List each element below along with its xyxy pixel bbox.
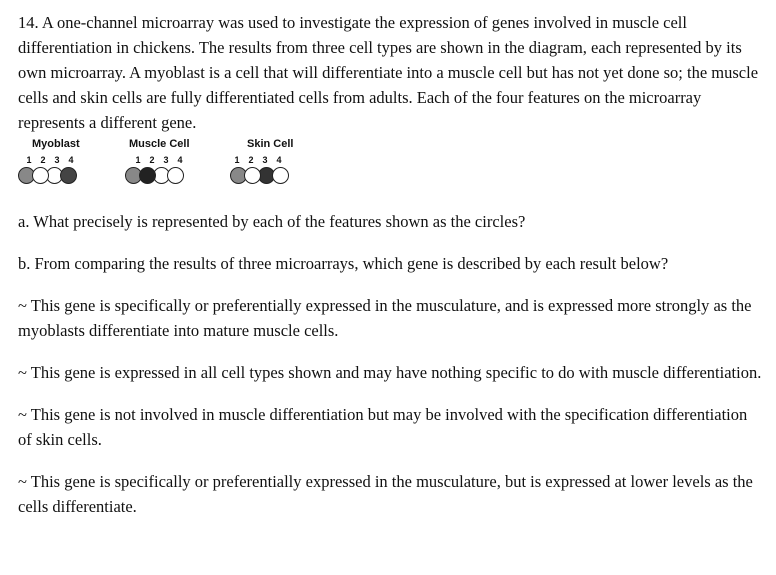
microarray-spot-gene-2 [32,167,49,184]
result-description: ~ This gene is expressed in all cell types shown and may have nothing specific to do with muscle differentiation. [18,363,762,382]
result-description: ~ This gene is not involved in muscle differentiation but may be involved with the specification differentiation of skin cells. [18,405,748,449]
microarray-spot-gene-4 [272,167,289,184]
feature-number: 1 [135,155,141,165]
microarray-spot-gene-4 [167,167,184,184]
array-label: Skin Cell [247,138,294,150]
feature-number: 4 [177,155,183,165]
microarray-spot-gene-4 [60,167,77,184]
feature-number: 3 [262,155,268,165]
array-feature-numbers [230,155,286,165]
array-feature-numbers [131,155,187,165]
feature-number: 2 [248,155,254,165]
feature-number: 4 [68,155,74,165]
question-part-a: a. What precisely is represented by each of the features shown as the circles? [18,212,526,231]
feature-number: 1 [234,155,240,165]
feature-number: 4 [276,155,282,165]
feature-number: 3 [54,155,60,165]
microarray-figure [18,138,348,190]
question-page [18,10,763,519]
result-description: ~ This gene is specifically or preferentially expressed in the musculature, but is expressed at lower levels as the cells differentiate. [18,472,753,516]
result-description: ~ This gene is specifically or preferentially expressed in the musculature, and is expressed more strongly as the myoblasts differentiate into mature muscle cells. [18,296,752,340]
array-feature-numbers [22,155,78,165]
feature-number: 1 [26,155,32,165]
array-label: Myoblast [32,138,80,150]
array-label: Muscle Cell [129,138,190,150]
microarray-spot-gene-2 [244,167,261,184]
microarray-spot-gene-2 [139,167,156,184]
feature-number: 2 [40,155,46,165]
feature-number: 2 [149,155,155,165]
question-part-b: b. From comparing the results of three microarrays, which gene is described by each result below? [18,254,669,273]
feature-number: 3 [163,155,169,165]
question-intro: 14. A one-channel microarray was used to investigate the expression of genes involved in muscle cell differentiation in chickens. The results from three cell types are shown in the diagram, each represented by its own microarray. A myoblast is a cell that will differentiate into a muscle cell but has not yet done so; the muscle cells and skin cells are fully differentiated cells from adults. Each of the four features on the microarray represents a different gene. [18,13,759,132]
